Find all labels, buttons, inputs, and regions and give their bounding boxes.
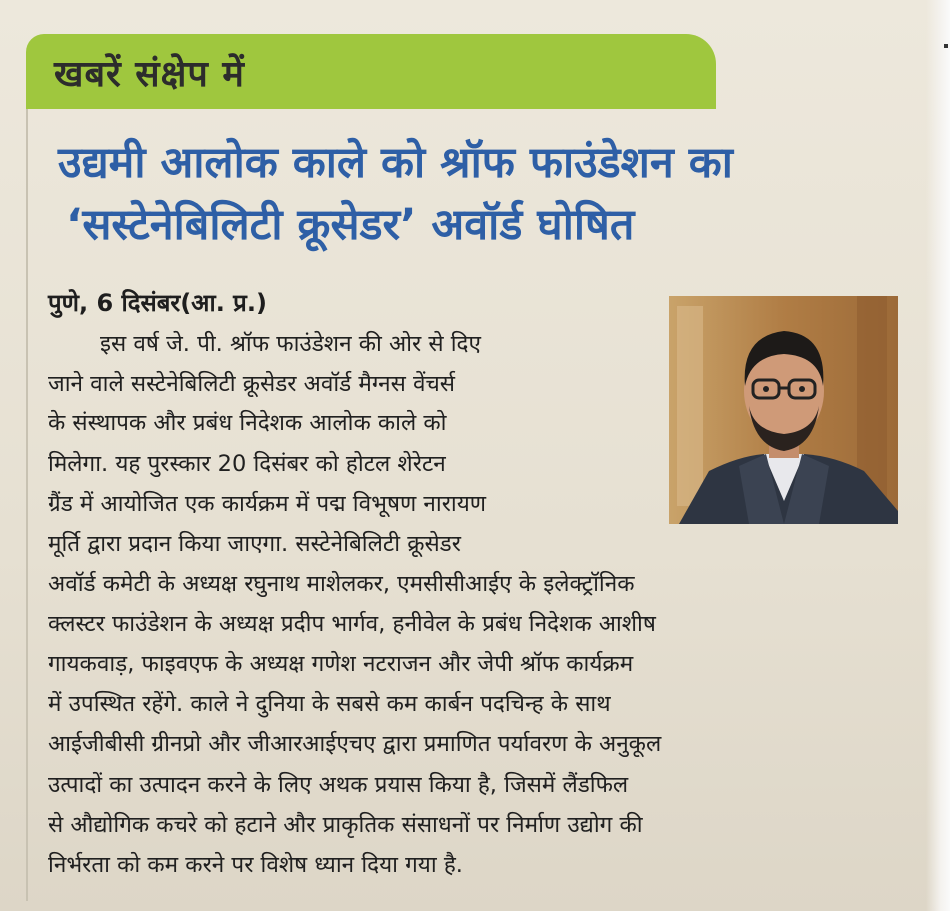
body-line: ग्रैंड में आयोजित एक कार्यक्रम में पद्म विभूषण नारायण [48, 491, 487, 517]
body-line: अवॉर्ड कमेटी के अध्यक्ष रघुनाथ माशेलकर, एमसीसीआईए के इलेक्ट्रॉनिक [48, 571, 635, 597]
portrait-photo [669, 296, 898, 524]
body-line: मूर्ति द्वारा प्रदान किया जाएगा. सस्टेनेबिलिटी क्रूसेडर [48, 531, 461, 557]
section-title: खबरें संक्षेप में [54, 54, 245, 95]
headline-line-1: उद्यमी आलोक काले को श्रॉफ फाउंडेशन का [58, 138, 733, 188]
body-line: जाने वाले सस्टेनेबिलिटी क्रूसेडर अवॉर्ड मैग्नस वेंचर्स [48, 371, 456, 397]
headline [58, 132, 898, 256]
body-line: इस वर्ष जे. पी. श्रॉफ फाउंडेशन की ओर से दिए [100, 331, 481, 357]
body-line: के संस्थापक और प्रबंध निदेशक आलोक काले को [48, 410, 447, 436]
body-line: निर्भरता को कम करने पर विशेष ध्यान दिया गया है. [48, 852, 463, 878]
body-line: आईजीबीसी ग्रीनप्रो और जीआरआईएचए द्वारा प्रमाणित पर्यावरण के अनुकूल [48, 731, 662, 757]
corner-mark [944, 44, 948, 48]
page-edge [926, 0, 950, 911]
dateline: पुणे, 6 दिसंबर(आ. प्र.) [48, 289, 267, 317]
body-line: उत्पादों का उत्पादन करने के लिए अथक प्रयास किया है, जिसमें लैंडफिल [48, 772, 629, 798]
body-line: में उपस्थित रहेंगे. काले ने दुनिया के सबसे कम कार्बन पदचिन्ह के साथ [48, 691, 611, 717]
body-line: मिलेगा. यह पुरस्कार 20 दिसंबर को होटल शेरेटन [48, 451, 446, 477]
portrait-illustration [669, 296, 898, 524]
body-line: से औद्योगिक कचरे को हटाने और प्राकृतिक संसाधनों पर निर्माण उद्योग की [48, 812, 643, 838]
body-line: गायकवाड़, फाइवएफ के अध्यक्ष गणेश नटराजन और जेपी श्रॉफ कार्यक्रम [48, 651, 634, 677]
body-line: क्लस्टर फाउंडेशन के अध्यक्ष प्रदीप भार्गव, हनीवेल के प्रबंध निदेशक आशीष [48, 611, 656, 637]
headline-line-2: ‘सस्टेनेबिलिटी क्रूसेडर’ अवॉर्ड घोषित [66, 200, 635, 250]
